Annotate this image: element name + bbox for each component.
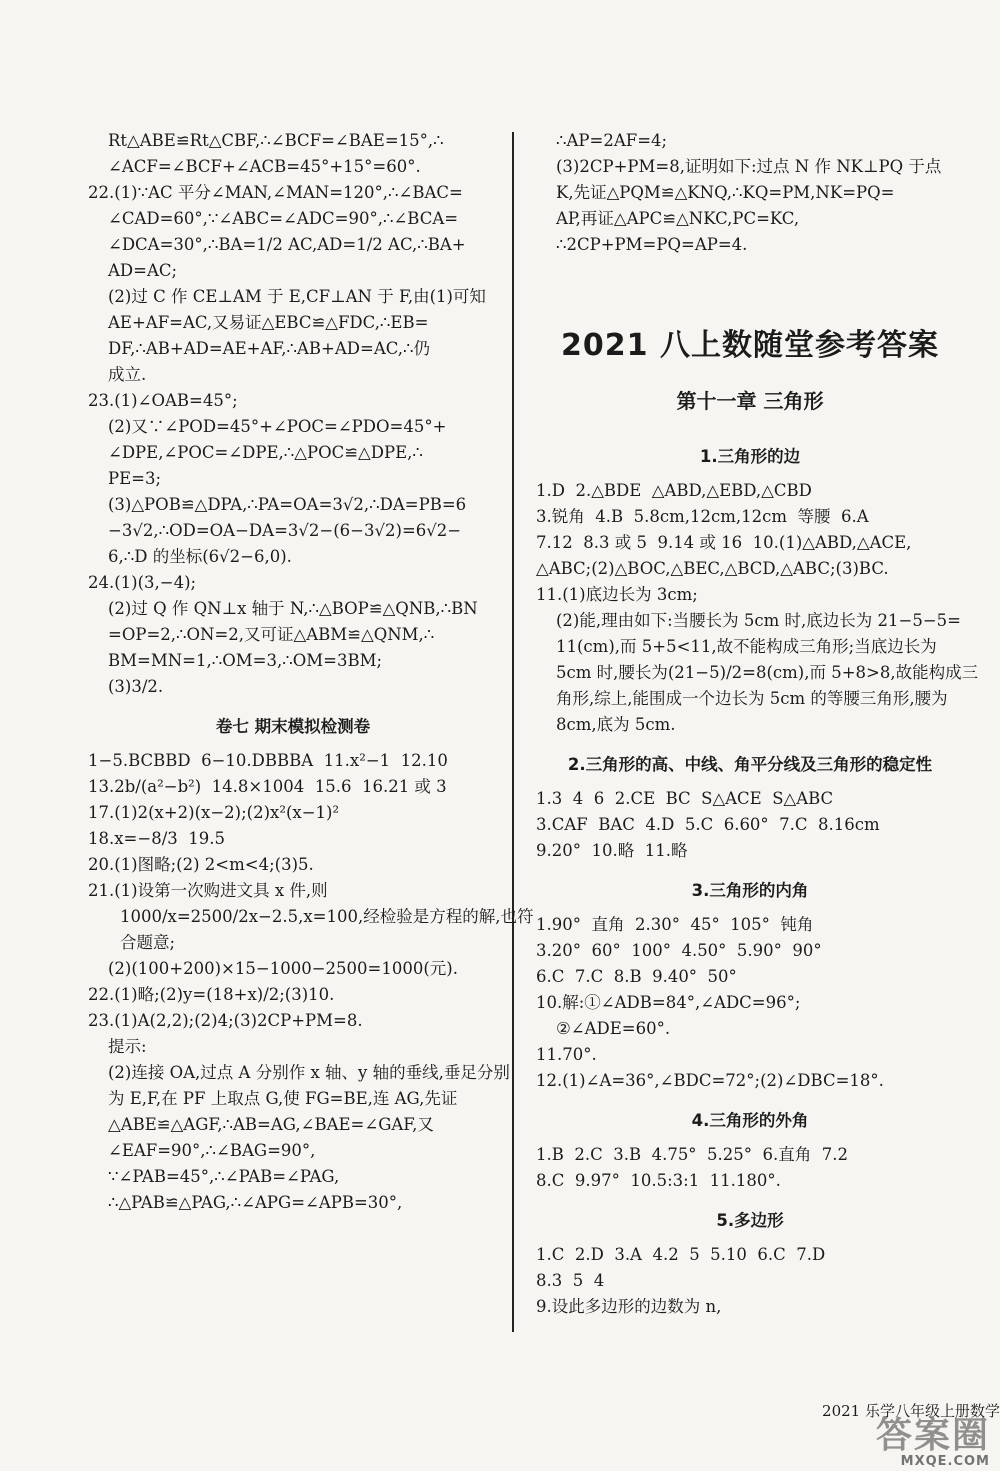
answer-line: ∠DPE,∠POC=∠DPE,∴△POC≌△DPE,∴ [108,443,423,462]
answer-line: 7.12 8.3 或 5 9.14 或 16 10.(1)△ABD,△ACE, [536,533,912,552]
answer-line: 3.20° 60° 100° 4.50° 5.90° 90° [536,941,822,960]
answer-line: AE+AF=AC,又易证△EBC≌△FDC,∴EB= [108,313,429,332]
answer-line: PE=3; [108,469,162,488]
answer-line: 成立. [108,365,147,384]
answer-line: ∠DCA=30°,∴BA=1/2 AC,AD=1/2 AC,∴BA+ [108,235,466,254]
exam-line: 18.x=−8/3 19.5 [88,829,225,848]
answer-line: ∠ACF=∠BCF+∠ACB=45°+15°=60°. [108,157,421,176]
exam-line: (2)连接 OA,过点 A 分别作 x 轴、y 轴的垂线,垂足分别 [108,1063,510,1082]
section-title: 5.多边形 [716,1211,784,1230]
exam-line: 提示: [108,1037,147,1056]
answer-line: ∴AP=2AF=4; [556,131,668,150]
column-divider [512,132,514,1332]
answer-line: BM=MN=1,∴OM=3,∴OM=3BM; [108,651,383,670]
answer-line: 22.(1)∵AC 平分∠MAN,∠MAN=120°,∴∠BAC= [88,183,463,202]
watermark-logo: 答案圈 [875,1415,990,1456]
answer-line: (3)△POB≌△DPA,∴PA=OA=3√2,∴DA=PB=6 [108,495,467,514]
answer-line: 23.(1)∠OAB=45°; [88,391,238,410]
section-title: 3.三角形的内角 [691,881,809,900]
answer-line: =OP=2,∴ON=2,又可证△ABM≌△QNM,∴ [108,625,435,644]
answer-line: 1.D 2.△BDE △ABD,△EBD,△CBD [536,481,812,500]
answer-line: (3)3/2. [108,677,164,696]
answer-line: 3.CAF BAC 4.D 5.C 6.60° 7.C 8.16cm [536,815,880,834]
section-title-exam: 卷七 期末模拟检测卷 [215,717,371,736]
left-column [88,128,534,1216]
answer-line: DF,∴AB+AD=AE+AF,∴AB+AD=AC,∴仍 [108,339,431,358]
exam-line: 22.(1)略;(2)y=(18+x)/2;(3)10. [88,985,335,1004]
section-title: 4.三角形的外角 [691,1111,809,1130]
exam-line: 23.(1)A(2,2);(2)4;(3)2CP+PM=8. [88,1011,363,1030]
answer-line: △ABC;(2)△BOC,△BEC,△BCD,△ABC;(3)BC. [536,559,889,578]
answer-line: (2)又∵∠POD=45°+∠POC=∠PDO=45°+ [108,417,447,436]
answer-line: (2)能,理由如下:当腰长为 5cm 时,底边长为 21−5−5= [556,611,962,630]
answer-line: ∠CAD=60°,∵∠ABC=∠ADC=90°,∴∠BCA= [108,209,459,228]
answer-line: 1.C 2.D 3.A 4.2 5 5.10 6.C 7.D [536,1245,826,1264]
answer-line: −3√2,∴OD=OA−DA=3√2−(6−3√2)=6√2− [108,521,462,540]
answer-line: 24.(1)(3,−4); [88,573,197,592]
answer-line: 11.70°. [536,1045,597,1064]
answer-line: (2)过 Q 作 QN⊥x 轴于 N,∴△BOP≌△QNB,∴BN [108,599,478,618]
exam-line: △ABE≌△AGF,∴AB=AG,∠BAE=∠GAF,又 [108,1115,434,1134]
answer-line: 10.解:①∠ADB=84°,∠ADC=96°; [536,993,801,1012]
answer-line: 8cm,底为 5cm. [556,715,676,734]
answer-line: 1.90° 直角 2.30° 45° 105° 钝角 [536,915,814,934]
chapter-title: 第十一章 三角形 [676,389,824,413]
exam-line: 1000/x=2500/2x−2.5,x=100,经检验是方程的解,也符 [120,907,534,926]
exam-line: (2)(100+200)×15−1000−2500=1000(元). [108,959,458,978]
exam-line: 合题意; [120,933,176,952]
exam-line: 为 E,F,在 PF 上取点 G,使 FG=BE,连 AG,先证 [108,1089,458,1108]
answer-line: (3)2CP+PM=8,证明如下:过点 N 作 NK⊥PQ 于点 [556,157,942,176]
answer-line: 12.(1)∠A=36°,∠BDC=72°;(2)∠DBC=18°. [536,1071,884,1090]
exam-line: 17.(1)2(x+2)(x−2);(2)x²(x−1)² [88,803,340,822]
section-title: 2.三角形的高、中线、角平分线及三角形的稳定性 [567,755,933,774]
exam-line: ∴△PAB≌△PAG,∴∠APG=∠APB=30°, [108,1193,403,1212]
answer-line: K,先证△PQM≌△KNQ,∴KQ=PM,NK=PQ= [556,183,895,202]
answer-line: 1.3 4 6 2.CE BC S△ACE S△ABC [536,789,834,808]
answer-line: 角形,综上,能围成一个边长为 5cm 的等腰三角形,腰为 [556,689,948,708]
answer-line: 11.(1)底边长为 3cm; [536,585,698,604]
exam-line: 1−5.BCBBD 6−10.DBBBA 11.x²−1 12.10 [88,751,448,770]
answer-line: 1.B 2.C 3.B 4.75° 5.25° 6.直角 7.2 [536,1145,849,1164]
document-title: 2021 八上数随堂参考答案 [561,328,939,363]
exam-line: 21.(1)设第一次购进文具 x 件,则 [88,881,328,900]
exam-line: 20.(1)图略;(2) 2<m<4;(3)5. [88,855,314,874]
watermark [810,1415,990,1469]
answer-line: 9.设此多边形的边数为 n, [536,1297,722,1316]
right-column [536,128,979,1320]
answer-line: 8.3 5 4 [536,1271,605,1290]
answer-line: 6,∴D 的坐标(6√2−6,0). [108,547,292,566]
answer-line: ②∠ADE=60°. [556,1019,671,1038]
answer-line: AD=AC; [108,261,178,280]
answer-line: 8.C 9.97° 10.5:3:1 11.180°. [536,1171,781,1190]
answer-line: ∴2CP+PM=PQ=AP=4. [556,235,748,254]
watermark-url: MXQE.COM [900,1454,990,1469]
answer-line: AP,再证△APC≌△NKC,PC=KC, [556,209,800,228]
answer-line: 11(cm),而 5+5<11,故不能构成三角形;当底边长为 [556,637,937,656]
exam-line: 13.2b/(a²−b²) 14.8×1004 15.6 16.21 或 3 [88,777,447,796]
answer-line: 3.锐角 4.B 5.8cm,12cm,12cm 等腰 6.A [536,507,869,526]
answer-line: 6.C 7.C 8.B 9.40° 50° [536,967,737,986]
exam-line: ∵∠PAB=45°,∴∠PAB=∠PAG, [108,1167,340,1186]
answer-line: (2)过 C 作 CE⊥AM 于 E,CF⊥AN 于 F,由(1)可知 [108,287,486,306]
exam-line: ∠EAF=90°,∴∠BAG=90°, [108,1141,316,1160]
answer-line: 5cm 时,腰长为(21−5)/2=8(cm),而 5+8>8,故能构成三 [556,663,979,682]
answer-line: Rt△ABE≌Rt△CBF,∴∠BCF=∠BAE=15°,∴ [108,131,444,150]
answer-line: 9.20° 10.略 11.略 [536,841,688,860]
page-footer: 2021 乐学八年级上册数学 [822,1402,1000,1420]
section-title: 1.三角形的边 [699,447,801,466]
